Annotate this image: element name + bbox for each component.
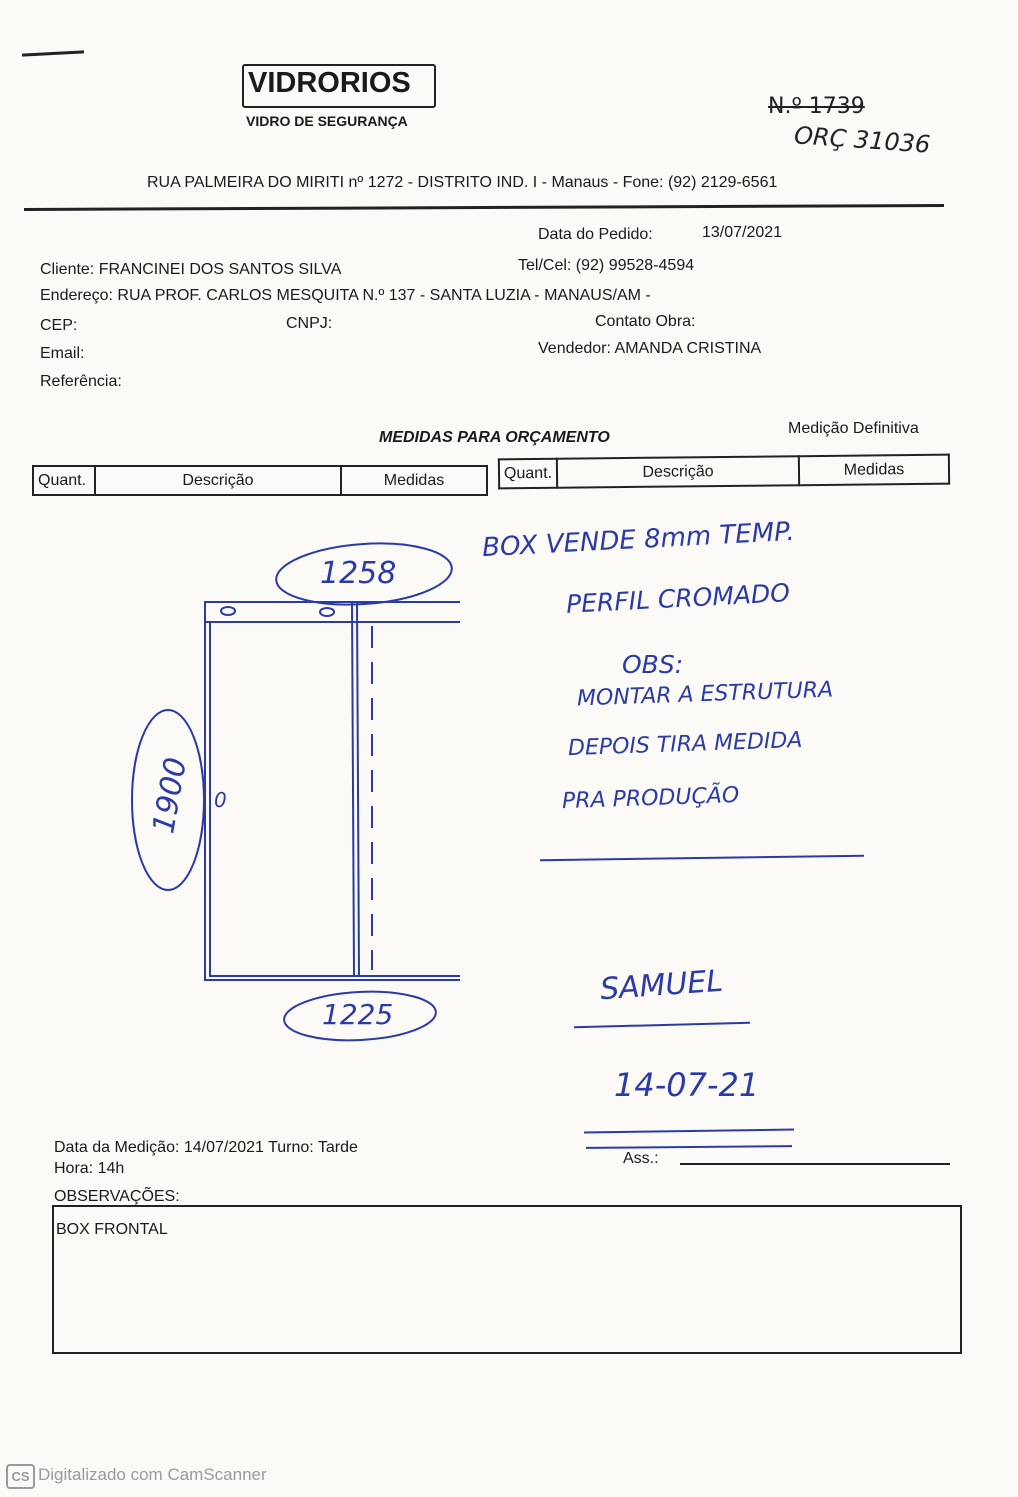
email-label: Email:	[40, 345, 85, 362]
note-line-1: BOX VENDE 8mm TEMP.	[481, 516, 796, 564]
note-line-4: MONTAR A ESTRUTURA	[576, 677, 834, 712]
col-quant: Quant.	[499, 459, 557, 489]
client-phone: Tel/Cel: (92) 99528-4594	[518, 257, 695, 274]
roller-left	[221, 607, 235, 615]
order-date-value: 13/07/2021	[702, 224, 783, 241]
box-frame	[205, 602, 460, 980]
observations-label: OBSERVAÇÕES:	[54, 1188, 180, 1205]
col-measures: Medidas	[341, 466, 487, 495]
note-line-3: OBS:	[622, 650, 684, 679]
company-address: RUA PALMEIRA DO MIRITI nº 1272 - DISTRITO IND. I - Manaus - Fone: (92) 2129-6561	[147, 174, 778, 191]
signature-date-line-2	[586, 1145, 792, 1149]
sketch-width-bottom: 1225	[322, 998, 394, 1031]
cep-label: CEP:	[40, 317, 78, 334]
logo-subtitle: VIDRO DE SEGURANÇA	[246, 113, 408, 129]
camscanner-icon: CS	[6, 1464, 35, 1489]
observations-text: BOX FRONTAL	[56, 1221, 168, 1238]
panel-divider-2	[357, 602, 359, 976]
note-line-2: PERFIL CROMADO	[565, 578, 791, 619]
client-address: Endereço: RUA PROF. CARLOS MESQUITA N.º 137 - SANTA LUZIA - MANAUS/AM -	[40, 287, 651, 304]
measures-title: MEDIDAS PARA ORÇAMENTO	[379, 429, 610, 446]
sketch-door-mark: 0	[214, 788, 227, 812]
signature-date-line	[584, 1129, 794, 1134]
logo-title: VIDRORIOS	[248, 67, 411, 99]
note-underline	[540, 855, 864, 862]
col-description: Descrição	[95, 466, 341, 495]
measurement-time: Hora: 14h	[54, 1160, 125, 1177]
signature-line	[680, 1163, 950, 1165]
stray-mark	[22, 50, 84, 56]
signature-underline	[574, 1022, 750, 1029]
observations-box	[52, 1205, 962, 1354]
reference-label: Referência:	[40, 373, 122, 390]
signature-label: Ass.:	[623, 1150, 659, 1167]
measures-table-right	[498, 454, 950, 490]
signature-date: 14-07-21	[614, 1066, 760, 1104]
signature-name: SAMUEL	[598, 963, 725, 1008]
measures-table-left	[32, 465, 488, 496]
panel-divider	[352, 602, 354, 976]
cnpj-label: CNPJ:	[286, 315, 333, 332]
sketch-height: 1900	[146, 754, 195, 837]
inner-frame	[210, 622, 460, 976]
measurement-date: Data da Medição: 14/07/2021 Turno: Tarde	[54, 1139, 358, 1156]
sketch-width-top: 1258	[320, 556, 397, 591]
contact-label: Contato Obra:	[595, 313, 696, 330]
client-name: Cliente: FRANCINEI DOS SANTOS SILVA	[40, 261, 342, 278]
roller-right	[320, 608, 334, 616]
budget-note: ORÇ 31036	[793, 121, 932, 159]
col-quant: Quant.	[33, 466, 95, 495]
seller-name: Vendedor: AMANDA CRISTINA	[538, 340, 762, 357]
order-date-label: Data do Pedido:	[538, 226, 653, 243]
note-line-6: PRA PRODUÇÃO	[561, 782, 740, 815]
note-line-5: DEPOIS TIRA MEDIDA	[567, 727, 803, 762]
col-description: Descrição	[557, 456, 799, 488]
camscanner-watermark: Digitalizado com CamScanner	[38, 1465, 267, 1484]
header-divider	[24, 204, 944, 211]
order-number: N.º 1739	[768, 94, 865, 119]
measurement-type: Medição Definitiva	[788, 420, 919, 437]
col-measures: Medidas	[799, 455, 949, 486]
